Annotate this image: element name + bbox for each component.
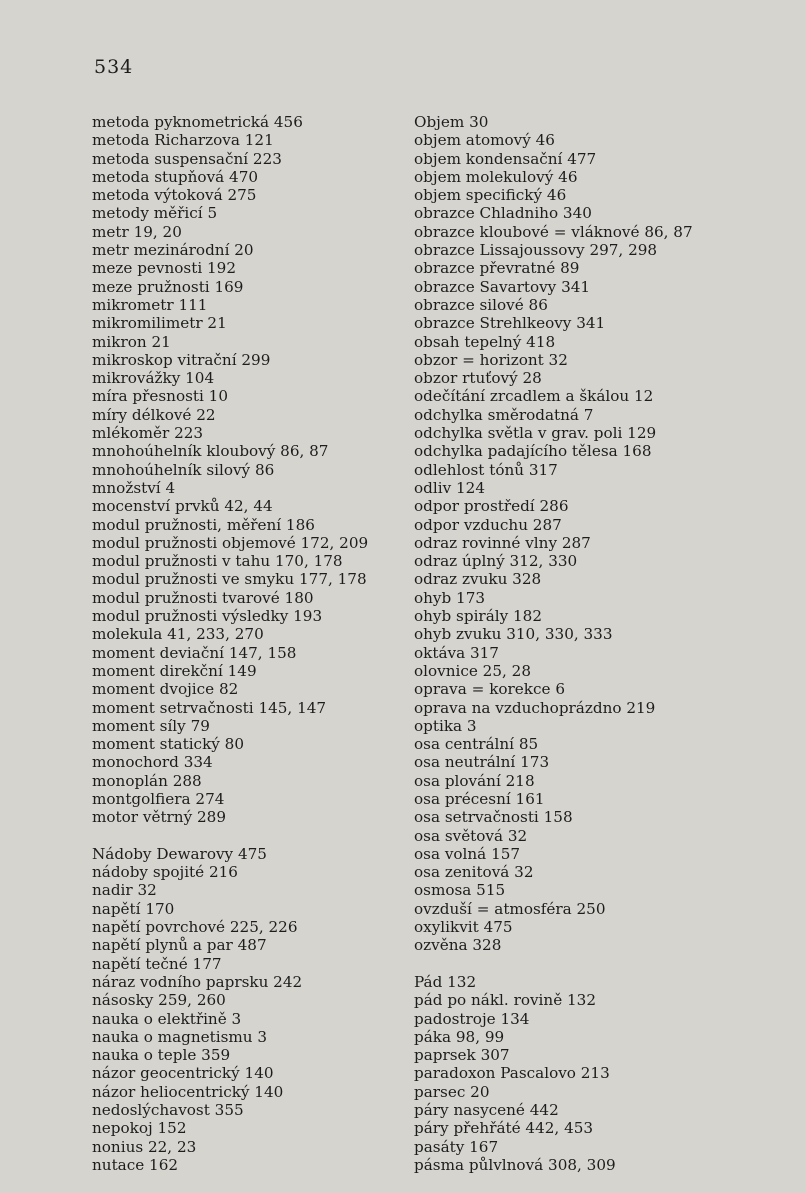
index-entry: modul pružnosti ve smyku 177, 178: [92, 570, 367, 589]
index-entry: odchylka světla v grav. poli 129: [414, 424, 657, 443]
index-entry: metoda Richarzova 121: [92, 131, 274, 150]
index-entry: modul pružnosti objemové 172, 209: [92, 533, 369, 552]
index-entry: mnohoúhelník kloubový 86, 87: [92, 442, 329, 461]
index-entry: mlékoměr 223: [92, 424, 204, 443]
index-entry: ovzduší = atmosféra 250: [414, 899, 606, 918]
index-entry: míra přesnosti 10: [92, 387, 228, 406]
index-entry: napětí povrchové 225, 226: [92, 918, 298, 937]
index-entry: obrazce Strehlkeovy 341: [414, 314, 606, 333]
index-column-left: [92, 113, 402, 1174]
index-entry: páry nasycené 442: [414, 1101, 559, 1120]
index-entry: napětí 170: [92, 899, 175, 918]
index-entry: názor heliocentrický 140: [92, 1082, 284, 1101]
index-entry: metoda pyknometrická 456: [92, 113, 303, 131]
index-entry: ohyb 173: [414, 588, 486, 607]
index-entry: oxylikvit 475: [414, 918, 513, 937]
index-entry: paradoxon Pascalovo 213: [414, 1064, 610, 1083]
index-entry: nauka o magnetismu 3: [92, 1027, 268, 1046]
index-entry: metoda výtoková 275: [92, 186, 257, 205]
index-entry: názor geocentrický 140: [92, 1064, 274, 1083]
section-gap: [92, 827, 402, 845]
index-entry: nedoslýchavost 355: [92, 1101, 244, 1120]
index-entry: metody měřicí 5: [92, 204, 218, 223]
index-entry: nonius 22, 23: [92, 1137, 197, 1156]
index-entry: mikromilimetr 21: [92, 314, 227, 333]
index-entry: metoda stupňová 470: [92, 167, 259, 186]
index-entry: parsec 20: [414, 1082, 490, 1101]
index-entry: napětí plynů a par 487: [92, 936, 267, 955]
index-entry: modul pružnosti tvarové 180: [92, 588, 314, 607]
index-entry: monochord 334: [92, 753, 213, 772]
index-entry: objem molekulový 46: [414, 167, 578, 186]
index-entry: optika 3: [414, 716, 477, 735]
index-entry: obrazce kloubové = vláknové 86, 87: [414, 222, 693, 241]
index-entry: oprava na vzduchoprázdno 219: [414, 698, 656, 717]
index-entry: oktáva 317: [414, 643, 499, 662]
index-entry: nepokoj 152: [92, 1119, 187, 1138]
index-entry: nauka o elektřině 3: [92, 1009, 242, 1028]
index-entry: osa précesní 161: [414, 789, 545, 808]
index-entry: mikrovážky 104: [92, 369, 215, 388]
index-entry: Objem 30: [414, 113, 489, 131]
index-entry: nadir 32: [92, 881, 157, 900]
index-entry: nádoby spojité 216: [92, 863, 238, 882]
index-entry: pád po nákl. rovině 132: [414, 991, 596, 1010]
index-entry: metoda suspensační 223: [92, 149, 282, 168]
index-entry: obrazce Savartovy 341: [414, 277, 591, 296]
index-entry: odchylka směrodatná 7: [414, 405, 594, 424]
index-entry: monoplán 288: [92, 771, 202, 790]
index-entry: molekula 41, 233, 270: [92, 625, 264, 644]
index-entry: osmosa 515: [414, 881, 506, 900]
index-entry: moment deviační 147, 158: [92, 643, 297, 662]
index-entry: obsah tepelný 418: [414, 332, 556, 351]
index-entry: násosky 259, 260: [92, 991, 226, 1010]
index-entry: pasáty 167: [414, 1137, 499, 1156]
index-entry: odpor vzduchu 287: [414, 515, 562, 534]
index-entry: padostroje 134: [414, 1009, 530, 1028]
index-entry: mikron 21: [92, 332, 171, 351]
index-entry: odraz úplný 312, 330: [414, 552, 578, 571]
index-entry: odchylka padajícího tělesa 168: [414, 442, 652, 461]
index-entry: páry přehřáté 442, 453: [414, 1119, 594, 1138]
index-entry: moment dvojice 82: [92, 680, 239, 699]
index-entry: obrazce Lissajoussovy 297, 298: [414, 241, 658, 260]
index-entry: odlehlost tónů 317: [414, 460, 558, 479]
index-entry: osa světová 32: [414, 826, 528, 845]
index-entry: náraz vodního paprsku 242: [92, 972, 303, 991]
index-entry: meze pružnosti 169: [92, 277, 244, 296]
index-entry: metr mezinárodní 20: [92, 241, 254, 260]
index-entry: mocenství prvků 42, 44: [92, 497, 273, 516]
index-entry: mikrometr 111: [92, 295, 208, 314]
index-entry: metr 19, 20: [92, 222, 182, 241]
index-entry: osa centrální 85: [414, 735, 539, 754]
index-entry: napětí tečné 177: [92, 954, 222, 973]
index-entry: odraz zvuku 328: [414, 570, 542, 589]
index-column-right: [414, 113, 744, 1174]
index-entry: osa volná 157: [414, 844, 521, 863]
index-entry: Nádoby Dewarovy 475: [92, 844, 267, 863]
index-entry: osa plování 218: [414, 771, 535, 790]
index-entry: objem atomový 46: [414, 131, 555, 150]
index-entry: odpor prostředí 286: [414, 497, 569, 516]
index-entry: oprava = korekce 6: [414, 680, 565, 699]
index-entry: pásma půlvlnová 308, 309: [414, 1155, 616, 1174]
index-entry: nauka o teple 359: [92, 1046, 231, 1065]
index-entry: ohyb spirály 182: [414, 607, 542, 626]
index-entry: moment direkční 149: [92, 661, 257, 680]
page-number: 534: [94, 56, 134, 78]
index-entry: olovnice 25, 28: [414, 661, 531, 680]
index-entry: objem kondensační 477: [414, 149, 597, 168]
section-gap: [414, 955, 744, 973]
index-entry: modul pružnosti v tahu 170, 178: [92, 552, 343, 571]
index-entry: osa setrvačnosti 158: [414, 808, 573, 827]
index-entry: ohyb zvuku 310, 330, 333: [414, 625, 613, 644]
index-entry: nutace 162: [92, 1155, 179, 1174]
index-entry: Pád 132: [414, 972, 477, 991]
index-entry: odraz rovinné vlny 287: [414, 533, 591, 552]
index-entry: ozvěna 328: [414, 936, 502, 955]
index-entry: moment setrvačnosti 145, 147: [92, 698, 327, 717]
index-entry: páka 98, 99: [414, 1027, 505, 1046]
index-entry: míry délkové 22: [92, 405, 216, 424]
index-entry: modul pružnosti výsledky 193: [92, 607, 323, 626]
index-entry: objem specifický 46: [414, 186, 567, 205]
index-entry: motor větrný 289: [92, 808, 226, 827]
index-entry: obrazce Chladniho 340: [414, 204, 592, 223]
index-entry: odliv 124: [414, 478, 485, 497]
index-entry: osa neutrální 173: [414, 753, 550, 772]
index-entry: moment statický 80: [92, 735, 245, 754]
index-entry: osa zenitová 32: [414, 863, 534, 882]
index-entry: paprsek 307: [414, 1046, 510, 1065]
index-entry: obzor rtuťový 28: [414, 369, 542, 388]
index-entry: mnohoúhelník silový 86: [92, 460, 275, 479]
index-entry: mikroskop vitrační 299: [92, 350, 271, 369]
index-entry: montgolfiera 274: [92, 789, 225, 808]
index-entry: odečítání zrcadlem a škálou 12: [414, 387, 654, 406]
index-entry: množství 4: [92, 478, 176, 497]
index-entry: meze pevnosti 192: [92, 259, 236, 278]
index-entry: obrazce silové 86: [414, 295, 548, 314]
index-entry: moment síly 79: [92, 716, 210, 735]
index-entry: obrazce převratné 89: [414, 259, 580, 278]
index-entry: modul pružnosti, měření 186: [92, 515, 315, 534]
index-entry: obzor = horizont 32: [414, 350, 568, 369]
